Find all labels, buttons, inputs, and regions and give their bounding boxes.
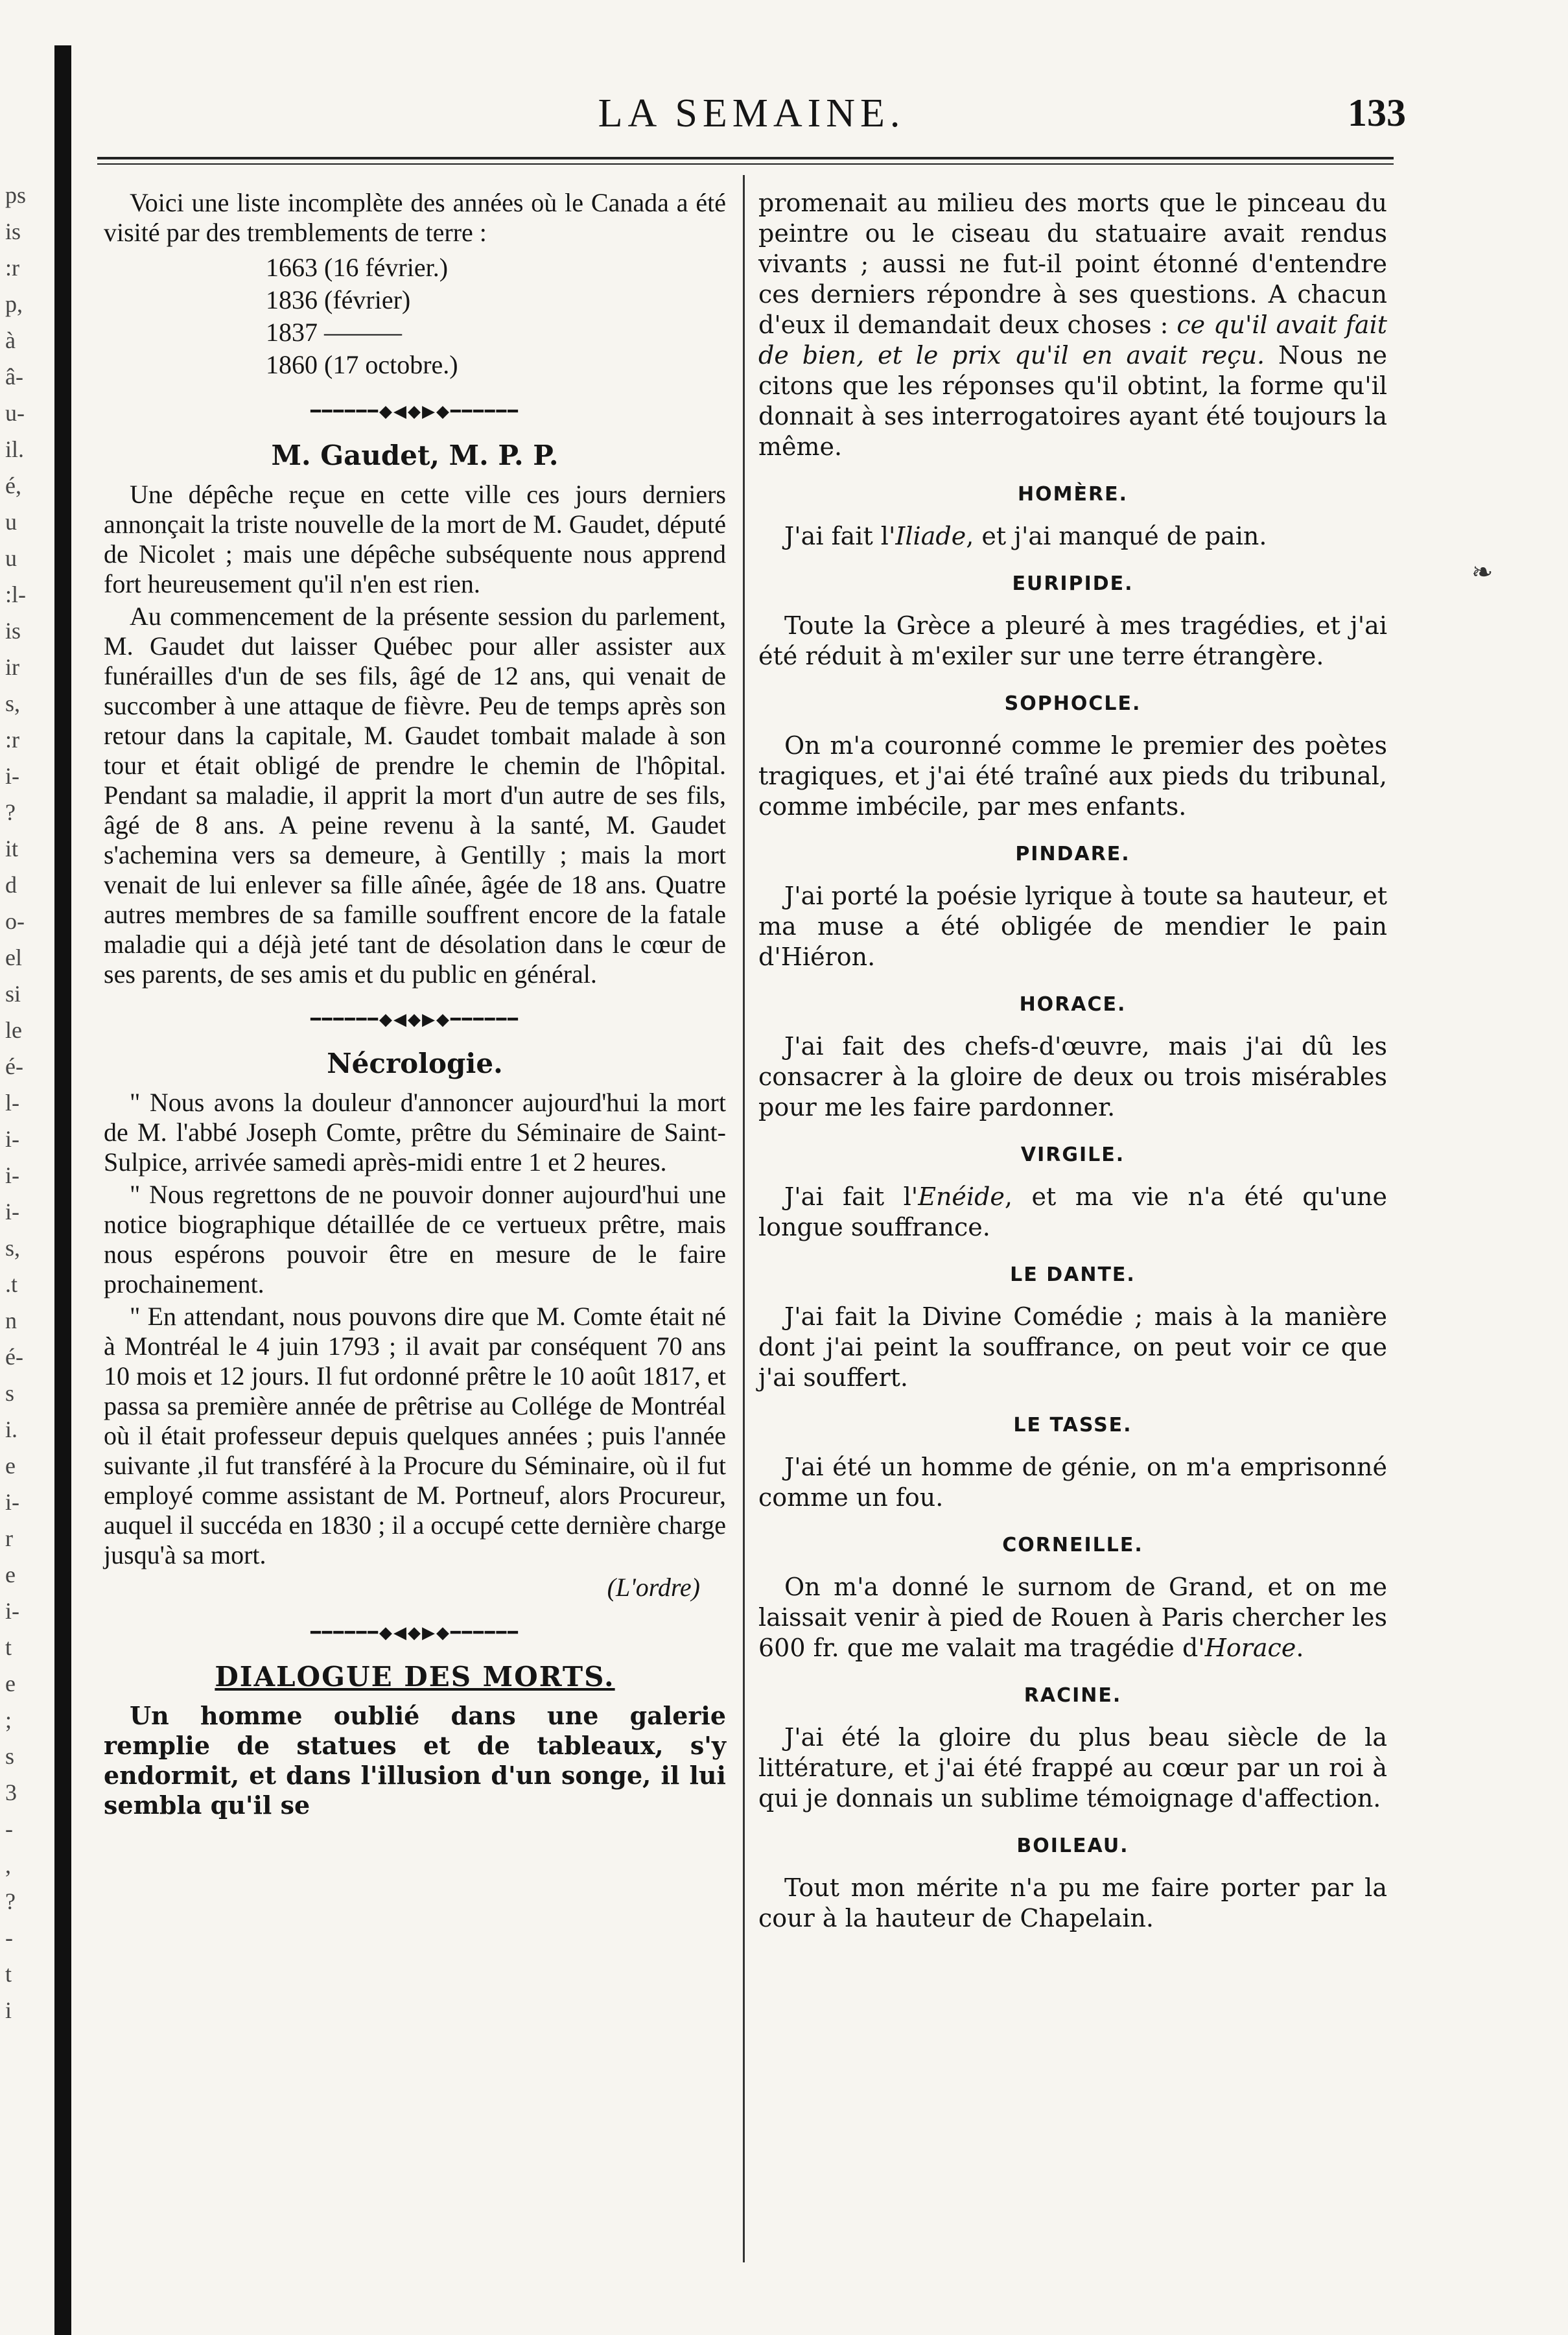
- reply-text: , et j'ai manqué de pain.: [966, 522, 1267, 550]
- speaker-reply: [758, 881, 1387, 972]
- margin-fragment: u: [5, 545, 17, 571]
- earthquake-intro: Voici une liste incomplète des années où le Canada a été visité par des tremblements de terre :: [104, 188, 726, 247]
- necrology-paragraph: " Nous regrettons de ne pouvoir donner aujourd'hui une notice biographique détaillée de ce vertueux prêtre, mais nous espérons pouvoir être en mesure de le faire prochainement.: [104, 1180, 726, 1298]
- margin-fragment: si: [5, 981, 21, 1007]
- speaker-name: RACINE.: [1024, 1684, 1122, 1707]
- necrology-paragraph: " Nous avons la douleur d'annoncer aujourd'hui la mort de M. l'abbé Joseph Comte, prêtre du Séminaire de Saint-Sulpice, arrivée samedi après-midi entre 1 et 2 heures.: [104, 1088, 726, 1177]
- left-column: [104, 188, 726, 1823]
- speaker-name: SOPHOCLE.: [1004, 692, 1141, 715]
- margin-fragment: 3: [5, 1779, 17, 1805]
- necrology-paragraph: " En attendant, nous pouvons dire que M. Comte était né à Montréal le 4 juin 1793 ; il avait par conséquent 70 ans 10 mois et 12 jours. Il fut ordonné prêtre le 10 août 1817, et passa sa première année de prêtrise au Collége de Montréal où il était professeur depuis quelques années ; puis l'année suivante ,il fut transféré à la Procure du Séminaire, où il fut employé comme assistant de M. Portneuf, alors Procureur, auquel il succéda en 1830 ; il a occupé cette dernière charge jusqu'à sa mort.: [104, 1302, 726, 1569]
- margin-fragment: l-: [5, 1090, 19, 1116]
- work-title: Horace: [1204, 1634, 1296, 1662]
- spine-shadow: [54, 45, 71, 2335]
- margin-fragment: i-: [5, 1162, 19, 1188]
- dialogue-intro: Un homme oublié dans une galerie remplie de statues et de tableaux, s'y endormit, et dans l'illusion d'un songe, il lui sembla qu'il se: [104, 1701, 726, 1820]
- date-item: 1837 ———: [266, 318, 402, 347]
- margin-fragment: d: [5, 872, 17, 898]
- dialogue-entries: [758, 479, 1387, 1934]
- page-header: [97, 91, 1406, 156]
- speaker-name: HORACE.: [1019, 993, 1127, 1016]
- speaker-reply: [758, 1182, 1387, 1243]
- dialogue-heading: DIALOGUE DES MORTS.: [215, 1661, 615, 1693]
- margin-fragment: i.: [5, 1416, 18, 1442]
- reply-text: J'ai été la gloire du plus beau siècle de la littérature, et j'ai été frappé au cœur par un roi à qui je donnais un sublime témoignage d'affection.: [758, 1723, 1387, 1813]
- margin-fragment: ir: [5, 654, 19, 680]
- margin-fragment: is: [5, 618, 21, 644]
- margin-fragment: is: [5, 218, 21, 244]
- speaker-reply: [758, 731, 1387, 822]
- work-title: Iliade: [895, 522, 966, 550]
- ornament-divider: ━━━━━━◆◀◆▶◆━━━━━━: [310, 1623, 519, 1642]
- speaker-reply: [758, 1572, 1387, 1663]
- margin-fragment: i-: [5, 1126, 19, 1152]
- reply-text: .: [1296, 1634, 1304, 1662]
- margin-fragment: .t: [5, 1271, 18, 1297]
- margin-fragment: u: [5, 509, 17, 535]
- margin-fragment: ;: [5, 1707, 12, 1733]
- speaker-name: LE TASSE.: [1013, 1414, 1132, 1437]
- speaker-name: CORNEILLE.: [1002, 1534, 1143, 1556]
- margin-fragment: r: [5, 1525, 13, 1551]
- margin-fragment: s: [5, 1743, 15, 1769]
- margin-fragment: s,: [5, 690, 21, 716]
- margin-fragment: e: [5, 1453, 16, 1479]
- margin-fragment: ,: [5, 1852, 11, 1878]
- margin-fragment: e: [5, 1562, 16, 1588]
- margin-fragment: it: [5, 836, 19, 862]
- speaker-reply: [758, 1302, 1387, 1393]
- reply-text: J'ai fait l': [784, 522, 896, 550]
- reply-text: J'ai été un homme de génie, on m'a emprisonné comme un fou.: [758, 1453, 1387, 1512]
- speaker-reply: [758, 611, 1387, 672]
- speaker-name: BOILEAU.: [1016, 1835, 1129, 1857]
- margin-fragment: é,: [5, 473, 21, 499]
- dialogue-continuation-end: Nous ne citons que les réponses qu'il obtint, la forme qu'il donnait à ses interrogatoires ayant été toujours la même.: [758, 341, 1387, 461]
- date-item: 1836 (février): [266, 285, 411, 314]
- margin-fragment: s: [5, 1380, 15, 1406]
- margin-fragment: ?: [5, 799, 16, 825]
- margin-fragment: i-: [5, 1199, 19, 1225]
- margin-fragment: t: [5, 1961, 12, 1987]
- speaker-name: PINDARE.: [1015, 843, 1130, 865]
- reply-text: , et ma vie n'a été qu'une longue souffrance.: [758, 1182, 1387, 1241]
- speaker-reply: [758, 1452, 1387, 1513]
- margin-fragment: i-: [5, 763, 19, 789]
- running-title: LA SEMAINE.: [598, 91, 906, 135]
- margin-fragment: à: [5, 327, 16, 353]
- margin-fragment: e: [5, 1671, 16, 1696]
- margin-fragment: le: [5, 1017, 22, 1043]
- margin-fragment: il.: [5, 436, 25, 462]
- date-item: 1860 (17 octobre.): [266, 350, 458, 379]
- reply-text: J'ai porté la poésie lyrique à toute sa hauteur, et ma muse a été obligée de mendier le pain d'Hiéron.: [758, 882, 1387, 971]
- necrology-source: (L'ordre): [607, 1573, 700, 1602]
- margin-fragment: el: [5, 945, 22, 970]
- speaker-reply: [758, 1722, 1387, 1814]
- reply-text: On m'a donné le surnom de Grand, et on me laissait venir à pied de Rouen à Paris chercher les 600 fr. que me valait ma tragédie d': [758, 1573, 1387, 1662]
- margin-fragment: é-: [5, 1053, 23, 1079]
- reply-text: J'ai fait l': [784, 1182, 919, 1211]
- margin-fragment: o-: [5, 908, 25, 934]
- speaker-reply: [758, 1031, 1387, 1123]
- margin-fragment: s,: [5, 1235, 21, 1261]
- speaker-name: HOMÈRE.: [1018, 483, 1128, 506]
- speaker-name: LE DANTE.: [1010, 1263, 1136, 1286]
- reply-text: Toute la Grèce a pleuré à mes tragédies, et j'ai été réduit à m'exiler sur une terre étrangère.: [758, 611, 1387, 670]
- gaudet-paragraph: Une dépêche reçue en cette ville ces jours derniers annonçait la triste nouvelle de la mort de M. Gaudet, député de Nicolet ; mais une dépêche subséquente nous apprend fort heureusement qu'il n'en est rien.: [104, 480, 726, 598]
- ink-blot: ❧: [1471, 557, 1493, 587]
- speaker-reply: [758, 521, 1387, 552]
- dialogue-continuation-text: promenait au milieu des morts que le pinceau du peintre ou le ciseau du statuaire avait rendus vivants ; aussi ne fut-il point étonné d'entendre ces derniers répondre à ses questions. A chacun d'eux il demandait deux choses :: [758, 189, 1387, 339]
- margin-fragment: i-: [5, 1598, 19, 1624]
- margin-fragment: -: [5, 1925, 13, 1951]
- speaker-reply: [758, 1873, 1387, 1934]
- margin-fragment: é-: [5, 1344, 23, 1370]
- margin-fragment: n: [5, 1308, 17, 1333]
- margin-fragment: :l-: [5, 581, 26, 607]
- margin-fragment: ?: [5, 1888, 16, 1914]
- reply-text: On m'a couronné comme le premier des poètes tragiques, et j'ai été traîné aux pieds du tribunal, comme imbécile, par mes enfants.: [758, 731, 1387, 821]
- margin-fragment: u-: [5, 400, 25, 426]
- column-divider: [743, 175, 745, 2262]
- ornament-divider: ━━━━━━◆◀◆▶◆━━━━━━: [310, 1010, 519, 1029]
- speaker-name: VIRGILE.: [1020, 1144, 1125, 1166]
- margin-fragment: ps: [5, 182, 27, 208]
- work-title: Enéide: [918, 1182, 1005, 1211]
- reply-text: Tout mon mérite n'a pu me faire porter par la cour à la hauteur de Chapelain.: [758, 1873, 1387, 1932]
- date-item: 1663 (16 février.): [266, 253, 449, 282]
- reply-text: J'ai fait la Divine Comédie ; mais à la manière dont j'ai peint la souffrance, on peut voir ce que j'ai souffert.: [758, 1302, 1387, 1392]
- reply-text: J'ai fait des chefs-d'œuvre, mais j'ai dû les consacrer à la gloire de deux ou trois misérables pour me les faire pardonner.: [758, 1032, 1387, 1121]
- ornament-divider: ━━━━━━◆◀◆▶◆━━━━━━: [310, 402, 519, 421]
- dialogue-continuation: [758, 188, 1387, 462]
- margin-fragment: t: [5, 1634, 12, 1660]
- page-number: 133: [1348, 91, 1406, 134]
- margin-fragment: :r: [5, 255, 19, 281]
- margin-fragment: :r: [5, 727, 19, 753]
- header-rule-thin: [97, 163, 1394, 165]
- margin-fragment: i-: [5, 1489, 19, 1515]
- gaudet-paragraph: Au commencement de la présente session du parlement, M. Gaudet dut laisser Québec pour aller assister aux funérailles d'un de ses fils, âgé de 12 ans, qui venait de succomber à une attaque de fièvre. Peu de temps après son retour dans la capitale, M. Gaudet tombait malade à son tour et était obligé de prendre le chemin de l'hôpital. Pendant sa maladie, il apprit la mort d'un autre de ses fils, âgé de 8 ans. A peine revenu à la santé, M. Gaudet s'achemina vers sa demeure, à Gentilly ; mais la mort venait de lui enlever sa fille aînée, âgée de 18 ans. Quatre autres membres de sa famille souffrent encore de la fatale maladie qui a déjà jeté tant de désolation dans le cœur de ses parents, de ses amis et du public en général.: [104, 602, 726, 989]
- margin-fragment: â-: [5, 364, 23, 390]
- necrology-heading: Nécrologie.: [327, 1048, 503, 1079]
- margin-fragment: -: [5, 1816, 13, 1842]
- margin-fragments: [0, 0, 52, 2335]
- right-column: [758, 188, 1387, 1934]
- dialogue-question: ce qu'il avait fait de bien, et le prix qu'il en avait reçu.: [758, 311, 1387, 370]
- margin-fragment: i: [5, 1997, 12, 2023]
- speaker-name: EURIPIDE.: [1012, 572, 1134, 595]
- header-rule: [97, 157, 1394, 159]
- earthquake-date-list: [266, 252, 726, 381]
- margin-fragment: p,: [5, 291, 23, 317]
- gaudet-heading: M. Gaudet, M. P. P.: [271, 440, 559, 471]
